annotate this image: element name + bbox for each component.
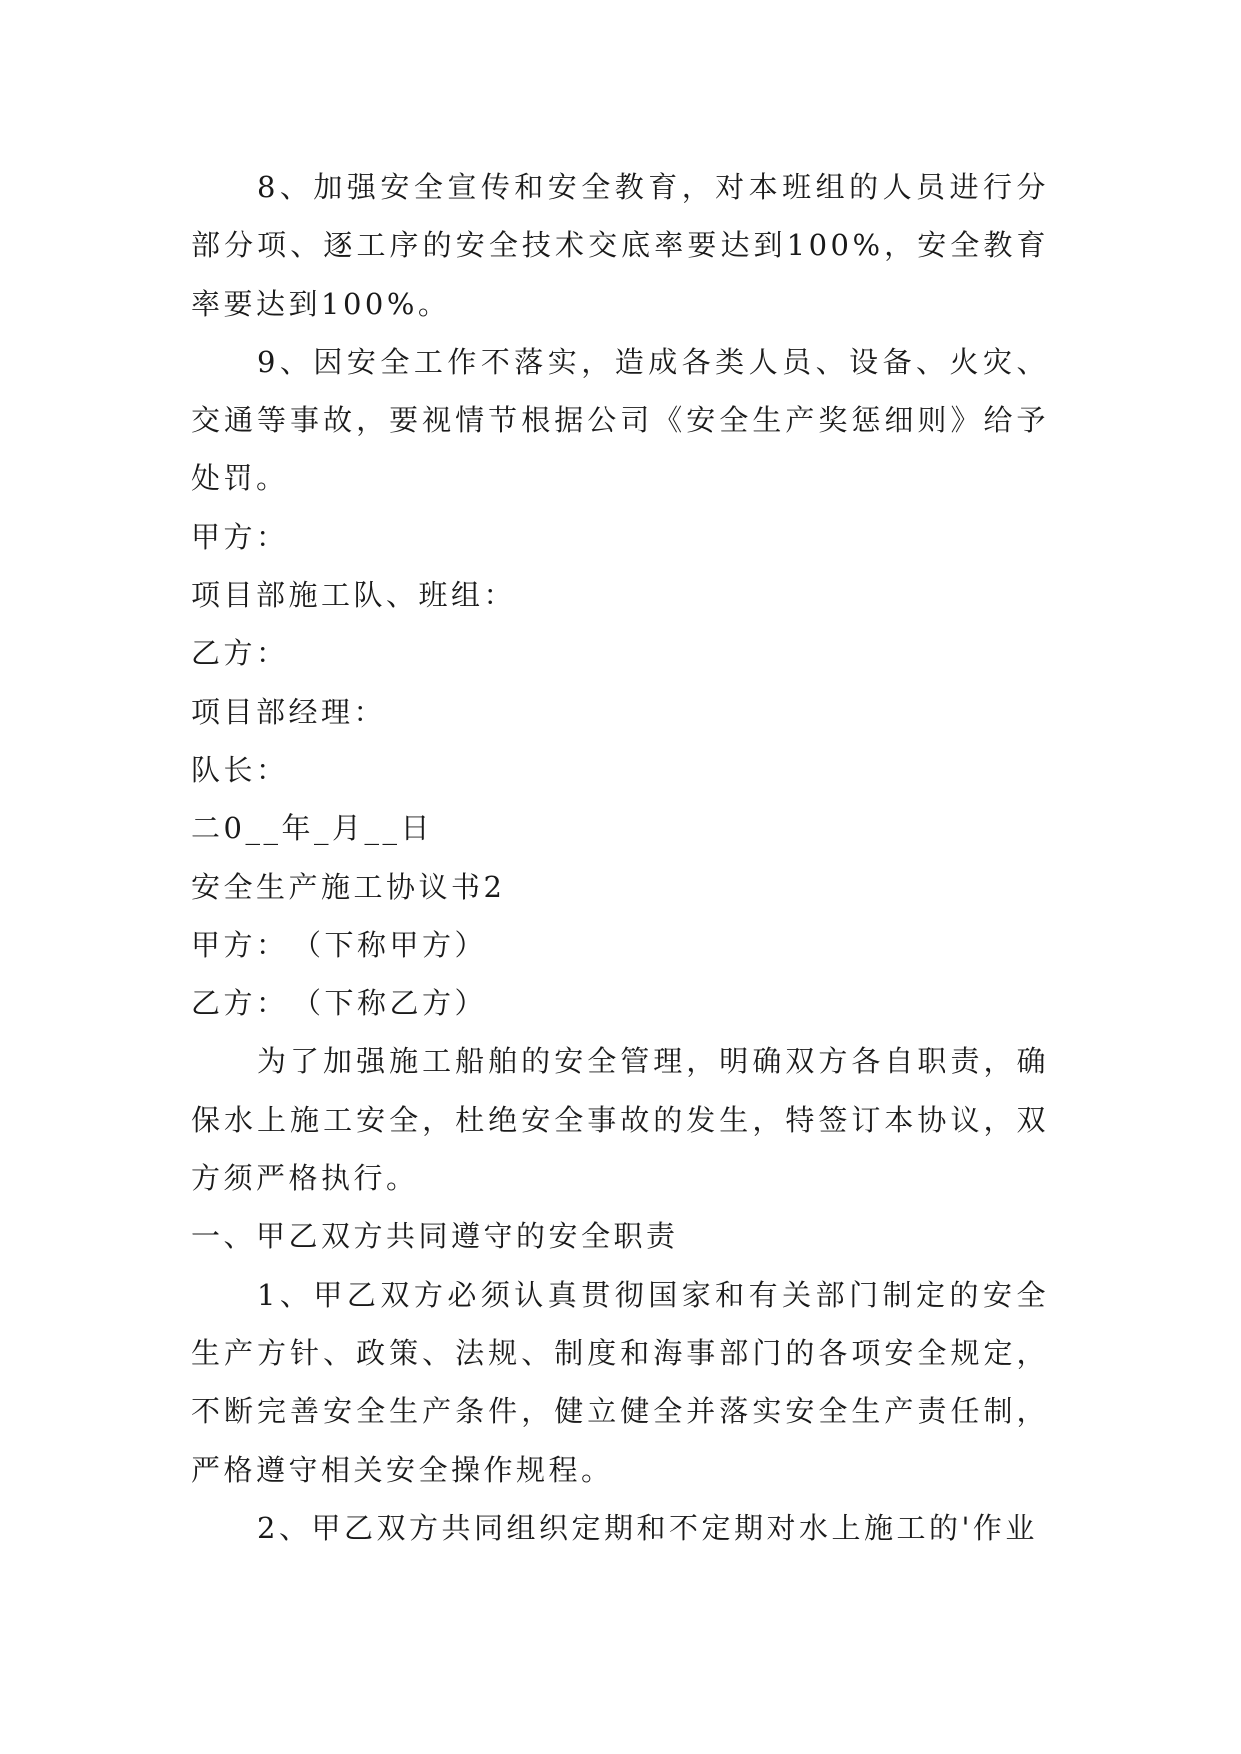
clause-9: 9、因安全工作不落实，造成各类人员、设备、火灾、交通等事故，要视情节根据公司《安全生产奖惩细则》给予处罚。 [191, 344, 1049, 496]
clause-8: 8、加强安全宣传和安全教育，对本班组的人员进行分部分项、逐工序的安全技术交底率要达到100%，安全教育率要达到100%。 [191, 170, 1049, 321]
duty-2: 2、甲乙双方共同组织定期和不定期对水上施工的'作业 [257, 1510, 1038, 1545]
project-manager-label: 项目部经理： [191, 694, 387, 729]
agreement-2-title: 安全生产施工协议书2 [191, 869, 506, 904]
party-b-label: 乙方： [191, 636, 289, 671]
party-a-line: 甲方： （下称甲方） [191, 927, 488, 962]
team-leader-label: 队长： [191, 752, 289, 787]
party-a-label: 甲方： [191, 519, 289, 554]
project-team-label: 项目部施工队、班组： [191, 578, 517, 613]
preamble: 为了加强施工船舶的安全管理，明确双方各自职责，确保水上施工安全，杜绝安全事故的发生，特签订本协议，双方须严格执行。 [191, 1044, 1049, 1196]
document-page [191, 158, 1049, 1557]
duty-1: 1、甲乙双方必须认真贯彻国家和有关部门制定的安全生产方针、政策、法规、制度和海事部门的各项安全规定，不断完善安全生产条件，健立健全并落实安全生产责任制，严格遵守相关安全操作规程。 [191, 1277, 1049, 1487]
date-line: 二0__年_月__日 [191, 811, 433, 846]
section-1-heading: 一、甲乙双方共同遵守的安全职责 [191, 1219, 679, 1254]
party-b-line: 乙方： （下称乙方） [191, 986, 488, 1021]
